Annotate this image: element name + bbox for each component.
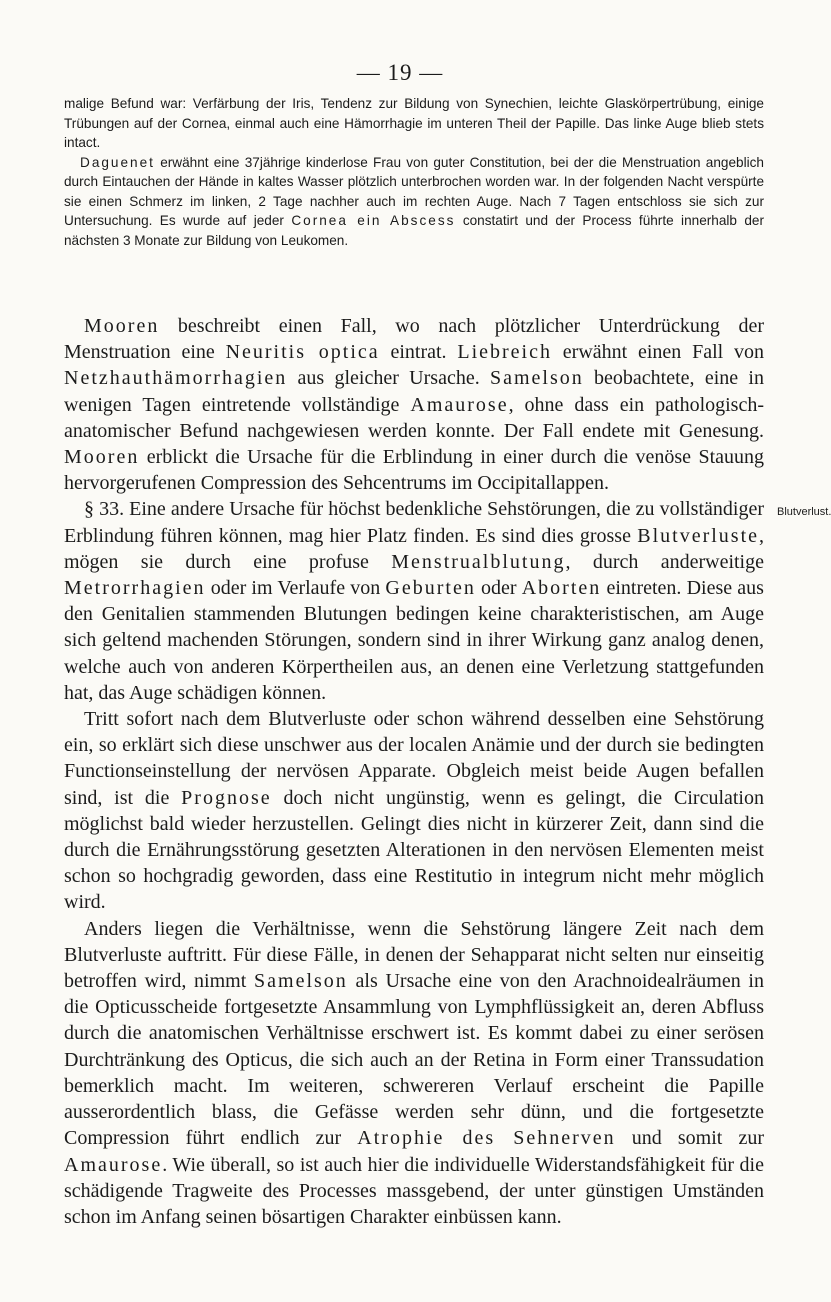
emphasized-term: Metrorrhagien [64,577,206,600]
case-report-block [64,94,764,250]
paragraph: Daguenet erwähnt eine 37jährige kinderlose Frau von guter Constitution, bei der die Menstruation angeblich durch Eintauchen der Hände in kaltes Wasser plötzlich unterbrochen worden war. In der folgenden Nacht verspürte sie einen Schmerz im linken, 2 Tage nachher auch im rechten Auge. Nach 7 Tagen entschloss sie sich zur Untersuchung. Es wurde auf jeder Cornea ein Abscess constatirt und der Process führte innerhalb der nächsten 3 Monate zur Bildung von Leukomen. [64,154,765,248]
author-name: Samelson [254,970,348,993]
emphasized-term: Prognose [181,786,272,809]
section-paragraph: § 33. Eine andere Ursache für höchst bedenkliche Sehstörungen, die zu vollständiger Erblindung führen können, mag hier Platz finden. Es sind dies grosse Blutverluste, mögen sie durch eine profuse Menstrualblutung, durch anderweitige Metrorrhagien oder im Verlaufe von Geburten oder Aborten eintreten. Diese aus den Genitalien stammenden Blutungen bedingen keine charakteristischen, am Auge sich geltend machenden Störungen, sondern sind in ihrer Wirkung ganz analog denen, welche auch von anderen Körpertheilen aus, an denen eine Verletzung stattgefunden hat, das Auge schädigen können. [64,498,764,704]
emphasized-term: Cornea ein Abscess [291,213,456,228]
emphasized-term: Menstrualblutung [391,550,566,573]
author-name: Mooren [84,315,160,337]
author-name: Samelson [489,367,584,390]
author-name: Mooren [64,446,140,469]
paragraph: Mooren beschreibt einen Fall, wo nach plötzlicher Unterdrückung der Menstruation eine Neuritis optica eintrat. Liebreich erwähnt einen Fall von Netzhauthämorrhagien aus gleicher Ursache. Samelson beobachtete, eine in wenigen Tagen eintretende vollständige Amaurose, ohne dass ein pathologisch-anatomischer Befund nachgewiesen werden konnte. Der Fall endete mit Genesung. Mooren erblickt die Ursache für die Erblindung in einer durch die venöse Stauung hervorgerufenen Compression des Sehcentrums im Occipitallappen. [64,315,765,495]
margin-note: Blutverlust. [777,506,831,518]
main-text [64,313,764,1230]
emphasized-term: Amaurose [64,1153,163,1176]
emphasized-term: Blutverluste [637,524,759,547]
paragraph: malige Befund war: Verfärbung der Iris, Tendenz zur Bildung von Synechien, leichte Glaskörpertrübung, einige Trübungen auf der Cornea, einmal auch eine Hämorrhagie im unteren Theil der Papille. Das linke Auge blieb stets intact. [64,96,764,150]
emphasized-term: Geburten [385,577,476,600]
emphasized-term: Aborten [521,577,602,600]
paragraph: Anders liegen die Verhältnisse, wenn die Sehstörung längere Zeit nach dem Blutverluste auftritt. Für diese Fälle, in denen der Sehapparat nicht selten nur einseitig betroffen wird, nimmt Samelson als Ursache eine von den Arachnoidealräumen in die Opticusscheide fortgesetzte Ansammlung von Lymphflüssigkeit an, deren Abfluss durch die anatomischen Verhältnisse erschwert ist. Es kommt dabei zu einer serösen Durchtränkung des Opticus, die sich auch an der Retina in Form einer Transsudation bemerklich macht. Im weiteren, schwereren Verlauf erscheint die Papille ausserordentlich blass, die Gefässe werden sehr dünn, und die fortgesetzte Compression führt endlich zur Atrophie des Sehnerven und somit zur Amaurose. Wie überall, so ist auch hier die individuelle Widerstandsfähigkeit für die schädigende Tragweite des Processes massgebend, der unter günstigen Umständen schon im Anfang seinen bösartigen Charakter einbüssen kann. [64,917,764,1228]
emphasized-term: Netzhauthämorrhagien [64,367,288,390]
emphasized-term: Amaurose [410,393,509,416]
author-name: Liebreich [457,341,552,364]
emphasized-term: Neuritis optica [225,341,380,364]
author-name: Daguenet [80,154,155,170]
page-number: — 19 — [356,60,444,85]
paragraph: Tritt sofort nach dem Blutverluste oder schon während desselben eine Sehstörung ein, so erklärt sich diese unschwer aus der localen Anämie und der durch sie bedingten Functionseinstellung der nervösen Apparate. Obgleich meist beide Augen befallen sind, ist die Prognose doch nicht ungünstig, wenn es gelingt, die Circulation möglichst bald wieder herzustellen. Gelingt dies nicht in kürzerer Zeit, dann sind die durch die Ernährungsstörung gesetzten Alterationen in den nervösen Elementen meist schon so hochgradig geworden, dass eine Restitutio in integrum nicht mehr möglich wird. [64,708,764,914]
emphasized-term: Atrophie des Sehnerven [357,1127,616,1150]
